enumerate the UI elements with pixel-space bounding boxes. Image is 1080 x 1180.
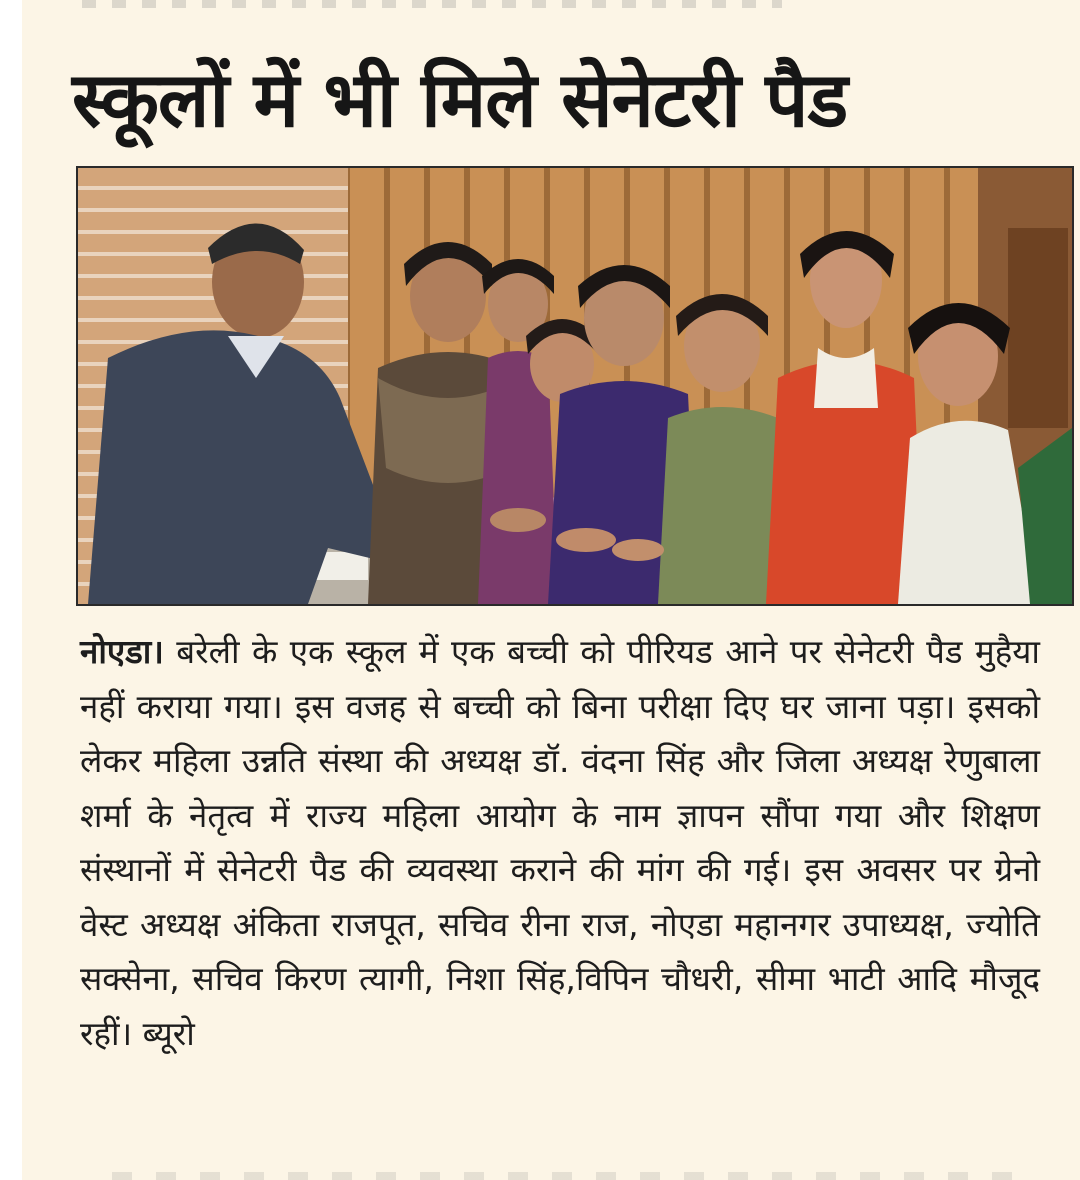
news-photo [76,166,1074,606]
article-body [80,625,1040,1061]
previous-article-cut [82,0,782,8]
article-text: बरेली के एक स्कूल में एक बच्ची को पीरियड आने पर सेनेटरी पैड मुहैया नहीं कराया गया। इस वजह से बच्ची को बिना परीक्षा दिए घर जाना पड़ा। इसको लेकर महिला उन्नति संस्था की अध्यक्ष डॉ. वंदना सिंह और जिला अध्यक्ष रेणुबाला शर्मा के नेतृत्व में राज्य महिला आयोग के नाम ज्ञापन सौंपा गया और शिक्षण संस्थानों में सेनेटरी पैड की व्यवस्था कराने की मांग की गई। इस अवसर पर ग्रेनो वेस्ट अध्यक्ष अंकिता राजपूत, सचिव रीना राज, नोएडा महानगर उपाध्यक्ष, ज्योति सक्सेना, सचिव किरण त्यागी, निशा सिंह,विपिन चौधरी, सीमा भाटी आदि मौजूद रहीं। ब्यूरो [80,632,1040,1053]
next-article-cut [112,1172,1012,1180]
group-photo-icon [78,168,1072,604]
article-paragraph [80,625,1040,1061]
newspaper-clipping [22,0,1080,1180]
headline: स्कूलों में भी मिले सेनेटरी पैड [72,55,848,144]
dateline: नोएडा। [80,632,164,671]
